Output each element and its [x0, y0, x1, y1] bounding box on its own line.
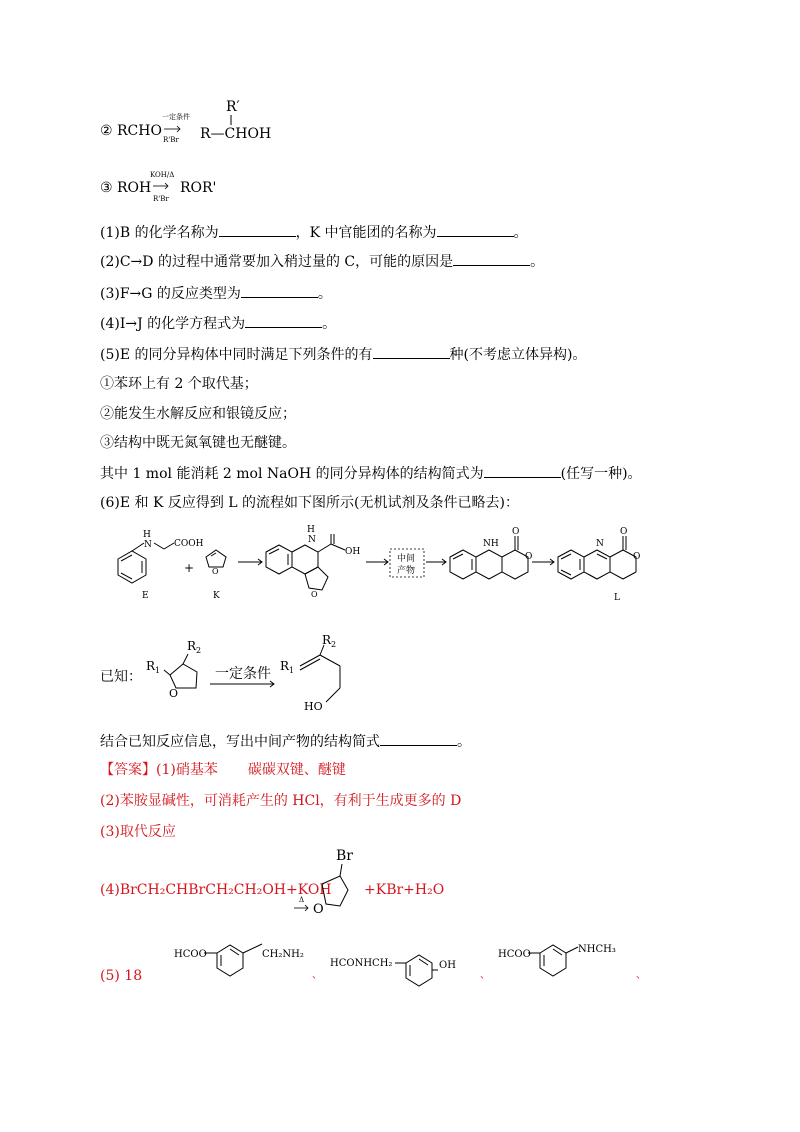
q5-text-c: 其中 1 mol 能消耗 2 mol NaOH 的同分异构体的结构简式为	[100, 466, 484, 482]
known-label: 已知：	[100, 669, 142, 685]
question-3	[100, 283, 332, 303]
condition-3: ③结构中既无氮氧键也无醚键。	[100, 435, 296, 451]
known-reaction-3	[100, 168, 300, 210]
isomer-3	[498, 944, 646, 981]
separator-1: 、	[312, 970, 322, 981]
q5-structure-blank	[484, 463, 561, 478]
known-r2-reactant: $R_2$	[187, 639, 202, 655]
answer-1	[100, 761, 346, 779]
answer-1-part-a: (1)硝基苯	[156, 762, 218, 778]
answer-tag: 【答案】	[100, 762, 156, 778]
question-2	[100, 251, 544, 271]
intermediate-h: H	[307, 525, 315, 535]
isomer-3-right: NHCH₃	[578, 944, 616, 955]
q2-blank	[453, 251, 530, 266]
lactone-nh: NH	[483, 539, 499, 549]
reaction-3-condition-bottom: R'Br	[153, 195, 169, 203]
isomer-2	[330, 955, 490, 986]
question-1	[100, 222, 528, 242]
answer-4-br: Br	[336, 848, 353, 864]
compound-k	[206, 550, 226, 567]
answer-4-arrow-condition: Δ	[299, 896, 305, 904]
answer-4-br-bond	[340, 864, 342, 876]
q1-blank-1	[219, 222, 296, 237]
reaction-3-reactant: ROH	[117, 180, 152, 196]
isomer-1	[174, 944, 322, 981]
question-5-structure	[100, 463, 642, 483]
isomer-2-right: OH	[439, 960, 456, 971]
compound-e-h: H	[143, 530, 151, 540]
compound-k-ring	[206, 550, 226, 567]
known-thf-ring	[164, 654, 197, 688]
q3-text-a: (3)F→G 的反应类型为	[100, 286, 241, 302]
compound-k-oxygen: O	[212, 567, 219, 576]
reaction-2-condition-top: 一定条件	[162, 113, 190, 121]
known-reaction-scheme	[140, 630, 380, 720]
known-product-r2: $R_2$	[322, 633, 337, 649]
isomer-1-right: CH₂NH₂	[262, 949, 304, 960]
answer-4-ring-o: O	[313, 902, 324, 917]
reaction-3-graphic	[100, 168, 300, 210]
compound-e-label: E	[142, 591, 149, 601]
separator-2: 、	[480, 970, 490, 981]
reaction-2-graphic	[100, 98, 300, 148]
reaction-3-condition-top: KOH/Δ	[150, 171, 175, 179]
known-ring-o: O	[169, 687, 179, 700]
answer-4-product	[290, 842, 370, 922]
reaction-scheme	[98, 522, 658, 610]
known-product-r1: $R_1$	[280, 659, 295, 675]
compound-e-n: N	[144, 540, 152, 550]
compound-k-label: K	[213, 591, 220, 601]
q5-text-a: (5)E 的同分异构体中同时满足下列条件的有	[100, 347, 373, 363]
q6-blank	[380, 731, 457, 746]
q1-blank-2	[437, 222, 514, 237]
reaction-2-product: R—CHOH	[200, 126, 272, 142]
answer-5-count: (5) 18	[100, 968, 143, 984]
q2-text-a: (2)C→D 的过程中通常要加入稍过量的 C，可能的原因是	[100, 254, 454, 270]
answer-4-ring	[322, 876, 348, 906]
answer-4-right: +KBr+H₂O	[364, 882, 445, 898]
answer-2: (2)苯胺显碱性，可消耗产生的 HCl，有利于生成更多的 D	[100, 793, 462, 809]
question-6-final	[100, 731, 471, 751]
condition-2: ②能发生水解反应和银镜反应；	[100, 406, 296, 422]
reaction-2-product-substituent: R′	[226, 99, 240, 115]
reaction-2-reactant: RCHO	[117, 123, 162, 139]
question-5	[100, 344, 586, 364]
lactone-dihydropyridine-ring	[476, 550, 502, 579]
plus-sign: +	[184, 561, 195, 575]
compound-l-carbonyl-o: O	[620, 527, 628, 537]
answer-4-left: (4)BrCH₂CHBrCH₂CH₂OH+KOH	[100, 882, 332, 898]
answer-5-structures	[170, 930, 650, 990]
q5-text-d: (任写一种)。	[560, 466, 642, 482]
condition-1: ①苯环上有 2 个取代基；	[100, 376, 258, 392]
lactone-carbonyl-o: O	[512, 527, 520, 537]
intermediate-furan-ring	[305, 567, 328, 590]
separator-3: 、	[636, 970, 646, 981]
q5-blank	[373, 344, 450, 359]
reaction-3-number: ③	[100, 180, 113, 196]
intermediate-n: N	[308, 535, 316, 545]
compound-l-ring-o: O	[633, 552, 641, 562]
q2-text-b: 。	[530, 254, 545, 270]
isomer-1-left: HCOO	[174, 949, 207, 960]
question-6: (6)E 和 K 反应得到 L 的流程如下图所示(无机试剂及条件已略去)：	[100, 495, 519, 511]
q1-text-a: (1)B 的化学名称为	[100, 225, 219, 241]
known-product-chain	[300, 645, 340, 702]
reaction-2-condition-bottom: R'Br	[163, 136, 179, 144]
q4-text-b: 。	[322, 316, 337, 332]
box-text-bottom: 产物	[397, 566, 416, 576]
q4-text-a: (4)I→J 的化学方程式为	[100, 316, 246, 332]
q4-blank	[245, 313, 322, 328]
lactone-ring-o: O	[525, 552, 533, 562]
known-product-ho: HO	[304, 700, 323, 713]
q1-text-b: ，K 中官能团的名称为	[295, 225, 437, 241]
known-condition: 一定条件	[215, 666, 271, 682]
reaction-2-number: ②	[100, 123, 113, 139]
answer-1-part-b: 碳碳双键、醚键	[247, 762, 346, 778]
q3-blank	[241, 283, 318, 298]
intermediate-o: O	[311, 590, 318, 599]
isomer-2-left: HCONHCH₂	[330, 958, 393, 969]
q1-text-c: 。	[513, 225, 528, 241]
compound-e-cooh: COOH	[174, 539, 204, 549]
isomer-3-left: HCOO	[498, 949, 531, 960]
known-r1-reactant: $R_1$	[146, 659, 161, 675]
q6-text-a: 结合已知反应信息，写出中间产物的结构简式	[100, 734, 380, 750]
box-text-top: 中间	[397, 554, 416, 564]
known-reaction-2	[100, 98, 300, 148]
question-4	[100, 313, 336, 333]
q6-text-b: 。	[457, 734, 471, 750]
q3-text-b: 。	[317, 286, 332, 302]
intermediate-tricycle	[266, 534, 345, 590]
compound-l-n: N	[596, 539, 604, 549]
intermediate-oh: OH	[345, 547, 361, 557]
compound-l-label: L	[614, 593, 620, 603]
answer-3: (3)取代反应	[100, 824, 176, 840]
reaction-3-product: ROR'	[180, 180, 217, 196]
q5-text-b: 种(不考虑立体异构)。	[449, 347, 587, 363]
known-ring	[170, 664, 197, 688]
